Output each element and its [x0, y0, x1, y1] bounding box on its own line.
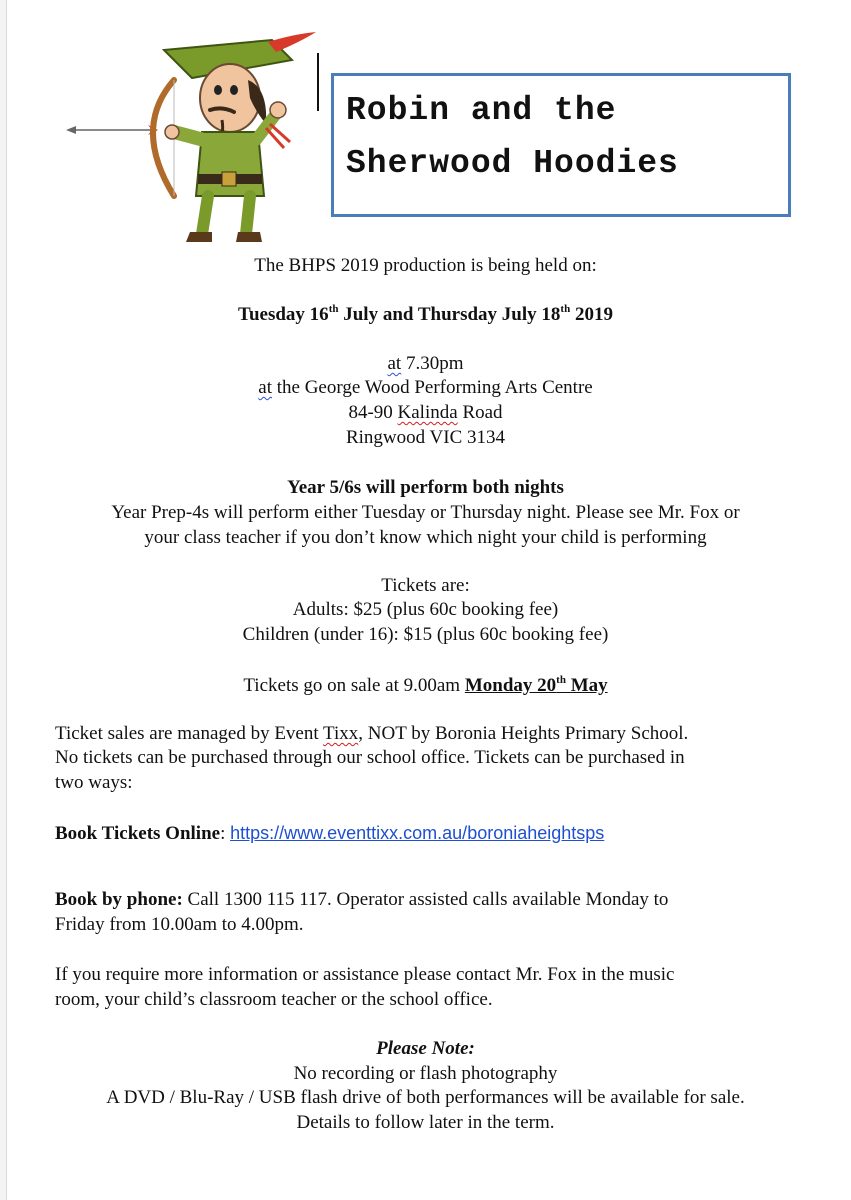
sales-info-line-2: No tickets can be purchased through our school office. Tickets can be purchased in [55, 747, 685, 768]
venue-at: at [258, 377, 272, 398]
phone-text: Call 1300 115 117. Operator assisted calls available Monday to [182, 889, 669, 910]
online-sep: : [220, 823, 231, 844]
phone-line-1 [55, 888, 835, 912]
date2-suffix: th [560, 302, 571, 315]
address-number: 84-90 [348, 402, 398, 423]
sale-line [0, 674, 851, 698]
performers-heading: Year 5/6s will perform both nights [287, 477, 564, 498]
text-cursor [317, 53, 319, 111]
note-line-1: No recording or flash photography [293, 1063, 558, 1084]
online-booking-link[interactable]: https://www.eventtixx.com.au/boroniaheightsps [230, 823, 605, 843]
title-box [331, 73, 791, 217]
venue-text: the George Wood Performing Arts Centre [272, 377, 593, 398]
address-line [0, 401, 851, 425]
suburb-line: Ringwood VIC 3134 [345, 427, 506, 448]
sales-info-brand: Tixx [323, 723, 359, 744]
sale-text: Tickets go on sale at 9.00am [243, 675, 465, 696]
note-line-3: Details to follow later in the term. [296, 1112, 555, 1133]
time-text: 7.30pm [401, 353, 464, 374]
address-street-name: Kalinda [397, 402, 458, 423]
sales-info-line-1 [55, 722, 835, 746]
robin-hood-archer-icon [62, 28, 322, 248]
title-line-1: Robin and the [346, 92, 617, 129]
note-line-2: A DVD / Blu-Ray / USB flash drive of both performances will be available for sale. [106, 1087, 745, 1108]
sales-info-post: , NOT by Boronia Heights Primary School. [358, 723, 689, 744]
tickets-children: Children (under 16): $15 (plus 60c booking fee) [242, 624, 609, 645]
phone-label: Book by phone: [55, 889, 183, 910]
contact-line-2: room, your child’s classroom teacher or the school office. [55, 989, 493, 1010]
intro-text: The BHPS 2019 production is being held on: [254, 255, 597, 276]
phone-line-2: Friday from 10.00am to 4.00pm. [55, 914, 304, 935]
contact-line-1: If you require more information or assistance please contact Mr. Fox in the music [55, 964, 675, 985]
time-at: at [387, 353, 402, 374]
tickets-heading: Tickets are: [381, 575, 470, 596]
sale-date-suffix: th [556, 673, 566, 686]
sales-info-pre: Ticket sales are managed by Event [55, 723, 324, 744]
online-label: Book Tickets Online [55, 823, 221, 844]
performers-line-1: Year Prep-4s will perform either Tuesday or Thursday night. Please see Mr. Fox or [111, 502, 740, 523]
time-line [0, 352, 851, 376]
date-mid-text: July and Thursday July 18 [338, 304, 561, 325]
date-year-text: 2019 [570, 304, 613, 325]
note-heading: Please Note: [376, 1038, 475, 1059]
date1-suffix: th [328, 302, 339, 315]
address-road: Road [457, 402, 503, 423]
sale-date [465, 675, 608, 696]
sale-date-day: Monday 20 [464, 675, 557, 696]
tickets-adults: Adults: $25 (plus 60c booking fee) [292, 599, 559, 620]
online-line [55, 821, 835, 846]
sales-info-line-3: two ways: [55, 772, 133, 793]
title-line-2: Sherwood Hoodies [346, 145, 679, 182]
sale-date-month: May [565, 675, 608, 696]
dates-line [0, 303, 851, 327]
performers-line-2: your class teacher if you don’t know which night your child is performing [144, 527, 707, 548]
date1-text: Tuesday 16 [238, 304, 329, 325]
venue-line [0, 376, 851, 400]
